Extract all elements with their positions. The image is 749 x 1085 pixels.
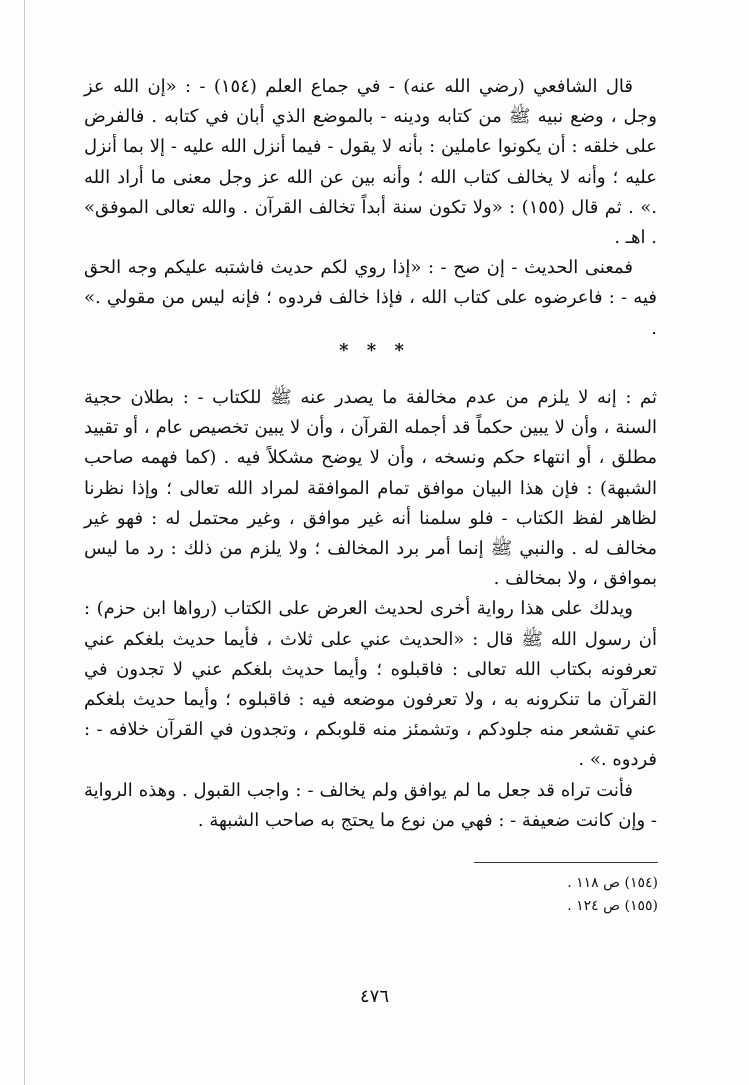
footnote-155: (١٥٥) ص ١٢٤ . xyxy=(567,898,658,914)
gutter-line xyxy=(24,0,25,1085)
paragraph-sunnah-explanation: ثم : إنه لا يلزم من عدم مخالفة ما يصدر عنه ﷺ للكتاب - : بطلان حجية السنة ، وأن لا يبين حكماً قد أجمله القرآن ، وأن لا يبين تخصيص عام ، أو تقييد مطلق ، أو انتهاء حكم ونسخه ، وأن لا يوضح مشكلاً فيه . (كما فهمه صاحب الشبهة) : فإن هذا البيان موافق تمام الموافقة لمراد الله تعالى ؛ وإذا نظرنا لظاهر لفظ الكتاب - فلو سلمنا أنه غير موافق ، وغير محتمل له : فهو غير مخالف له . والنبي ﷺ إنما أمر برد المخالف ؛ ولا يلزم من ذلك : رد ما ليس بموافق ، ولا بمخالف . xyxy=(84,387,657,590)
text-block-main-argument xyxy=(84,383,657,836)
page-number: ٤٧٦ xyxy=(359,986,389,1007)
paragraph-shafii-quote: قال الشافعي (رضي الله عنه) - في جماع العلم (١٥٤) - : «إن الله عز وجل ، وضع نبيه ﷺ من كتابه ودينه - بالموضع الذي أبان في كتابه . فالفرض على خلقه : أن يكونوا عاملين : بأنه لا يقول - فيما أنزل الله عليه - إلا بما أنزل عليه ؛ وأنه لا يخالف كتاب الله ؛ وأنه بين عن الله عز وجل معنى ما أراد الله .» . ثم قال (١٥٥) : «ولا تكون سنة أبداً تخالف القرآن . والله تعالى الموفق» . اهـ . xyxy=(84,76,657,249)
paragraph-conclusion: فأنت تراه قد جعل ما لم يوافق ولم يخالف - : واجب القبول . وهذه الرواية - وإن كانت ضعيفة - : فهي من نوع ما يحتج به صاحب الشبهة . xyxy=(84,779,657,831)
footnotes xyxy=(440,872,658,918)
footnote-154: (١٥٤) ص ١١٨ . xyxy=(567,875,658,891)
footnote-divider xyxy=(474,862,658,863)
text-block-shafii-quote xyxy=(84,72,657,344)
section-separator: * * * xyxy=(339,340,410,361)
paragraph-ibn-hazm-narration: ويدلك على هذا رواية أخرى لحديث العرض على الكتاب (رواها ابن حزم) : أن رسول الله ﷺ قال : «الحديث عني على ثلاث ، فأيما حديث بلغكم عني تعرفونه بكتاب الله تعالى : فاقبلوه ؛ وأيما حديث بلغكم عني لا تجدون في القرآن ما تنكرونه به ، ولا تعرفون موضعه فيه : فاقبلوه ؛ وأيما حديث بلغكم عني تقشعر منه جلودكم ، وتشمئز منه قلوبكم ، وتجدون في القرآن خلافه - : فردوه .» . xyxy=(84,598,657,771)
paragraph-hadith-meaning: فمعنى الحديث - إن صح - : «إذا روي لكم حديث فاشتبه عليكم وجه الحق فيه - : فاعرضوه على كتاب الله ، فإذا خالف فردوه ؛ فإنه ليس من مقولي .» . xyxy=(84,257,657,339)
